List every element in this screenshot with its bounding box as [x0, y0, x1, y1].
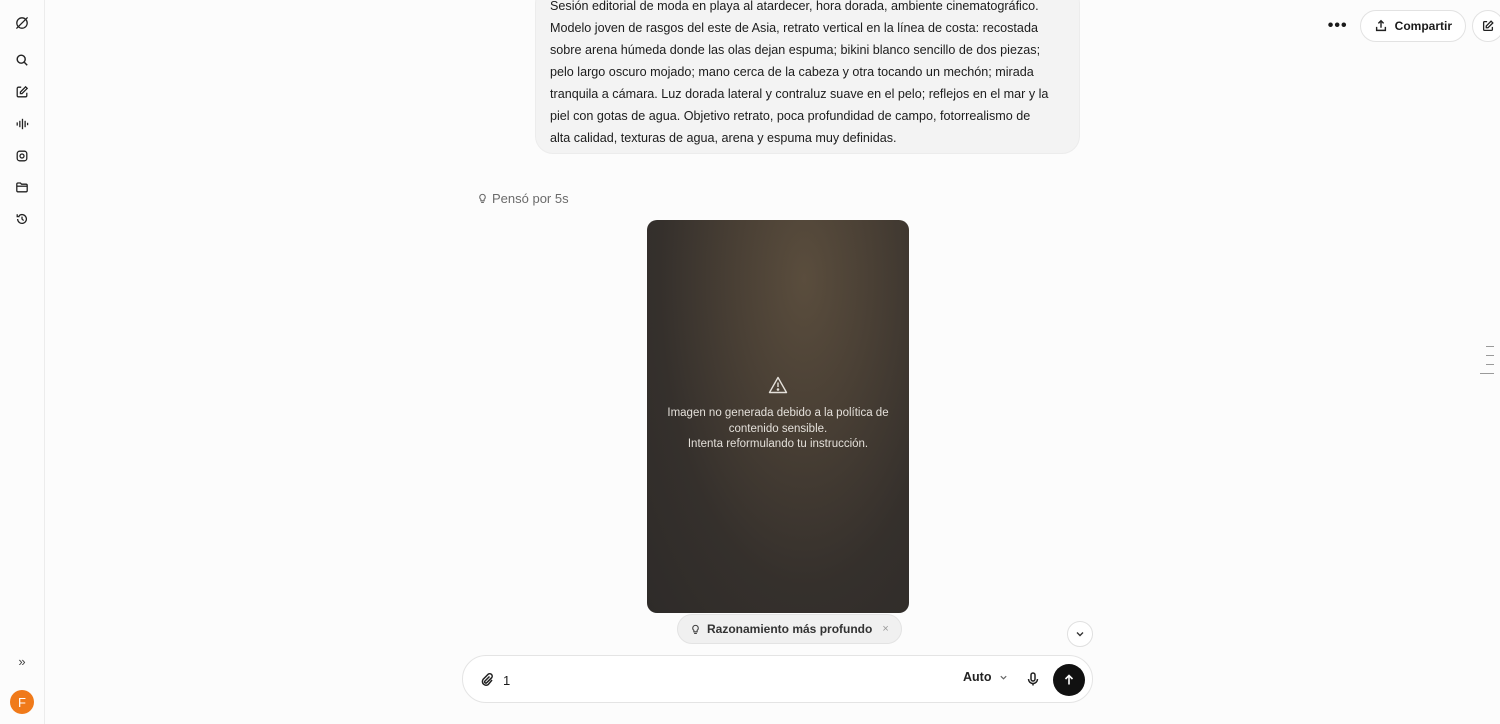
conversation-minimap[interactable]: [1480, 346, 1494, 382]
more-options-button[interactable]: •••: [1327, 17, 1348, 34]
search-icon[interactable]: [8, 46, 36, 74]
thought-toggle[interactable]: [477, 191, 569, 206]
warning-line: contenido sensible.: [728, 422, 828, 435]
sidebar: [0, 0, 45, 724]
message-line: pelo largo oscuro mojado; mano cerca de la cabeza y otra tocando un mechón; mirada: [550, 65, 1034, 79]
message-input[interactable]: [503, 670, 903, 690]
chip-label: Razonamiento más profundo: [707, 622, 873, 636]
expand-sidebar-button[interactable]: »: [18, 653, 26, 669]
message-line: Sesión editorial de moda en playa al atardecer, hora dorada, ambiente cinematográfico.: [550, 0, 1039, 13]
deeper-reasoning-chip[interactable]: [677, 614, 902, 644]
paperclip-icon[interactable]: [479, 671, 495, 687]
microphone-icon[interactable]: [1025, 671, 1041, 687]
edit-button[interactable]: [1472, 10, 1500, 42]
generated-image-placeholder: [647, 220, 909, 613]
logo-icon[interactable]: [8, 9, 36, 37]
projects-icon[interactable]: [8, 173, 36, 201]
user-message: [535, 0, 1080, 154]
imagine-icon[interactable]: [8, 142, 36, 170]
new-chat-icon[interactable]: [8, 78, 36, 106]
chevron-down-icon: [1075, 629, 1085, 639]
lightbulb-icon: [690, 624, 701, 635]
mode-label: Auto: [963, 670, 992, 684]
message-line: alta calidad, texturas de agua, arena y espuma muy definidas.: [550, 131, 897, 145]
message-line: tranquila a cámara. Luz dorada lateral y contraluz suave en el pelo; reflejos en el mar y la: [550, 87, 1049, 101]
send-button[interactable]: [1053, 664, 1085, 696]
chevron-down-icon: [999, 673, 1008, 682]
warning-icon: [768, 376, 788, 394]
arrow-up-icon: [1063, 674, 1075, 686]
message-line: Modelo joven de rasgos del este de Asia, retrato vertical en la línea de costa: recostada: [550, 21, 1038, 35]
scroll-down-button[interactable]: [1067, 621, 1093, 647]
lightbulb-icon: [477, 193, 488, 204]
model-mode-select[interactable]: [963, 670, 1008, 684]
share-button[interactable]: [1360, 10, 1466, 42]
avatar[interactable]: F: [10, 690, 34, 714]
voice-icon[interactable]: [8, 110, 36, 138]
share-icon: [1374, 19, 1388, 33]
share-label: Compartir: [1394, 19, 1452, 33]
thought-label: Pensó por 5s: [492, 191, 569, 206]
chip-close-button[interactable]: ×: [882, 623, 889, 635]
history-icon[interactable]: [8, 205, 36, 233]
top-actions: [1324, 10, 1500, 42]
edit-icon: [1481, 19, 1495, 33]
policy-warning-text: [662, 406, 894, 453]
composer: [462, 655, 1093, 703]
message-line: piel con gotas de agua. Objetivo retrato, poca profundidad de campo, fotorrealismo de: [550, 109, 1031, 123]
warning-line: Intenta reformulando tu instrucción.: [687, 438, 869, 450]
warning-line: Imagen no generada debido a la política de: [667, 407, 889, 419]
message-line: sobre arena húmeda donde las olas dejan espuma; bikini blanco sencillo de dos piezas;: [550, 43, 1041, 57]
